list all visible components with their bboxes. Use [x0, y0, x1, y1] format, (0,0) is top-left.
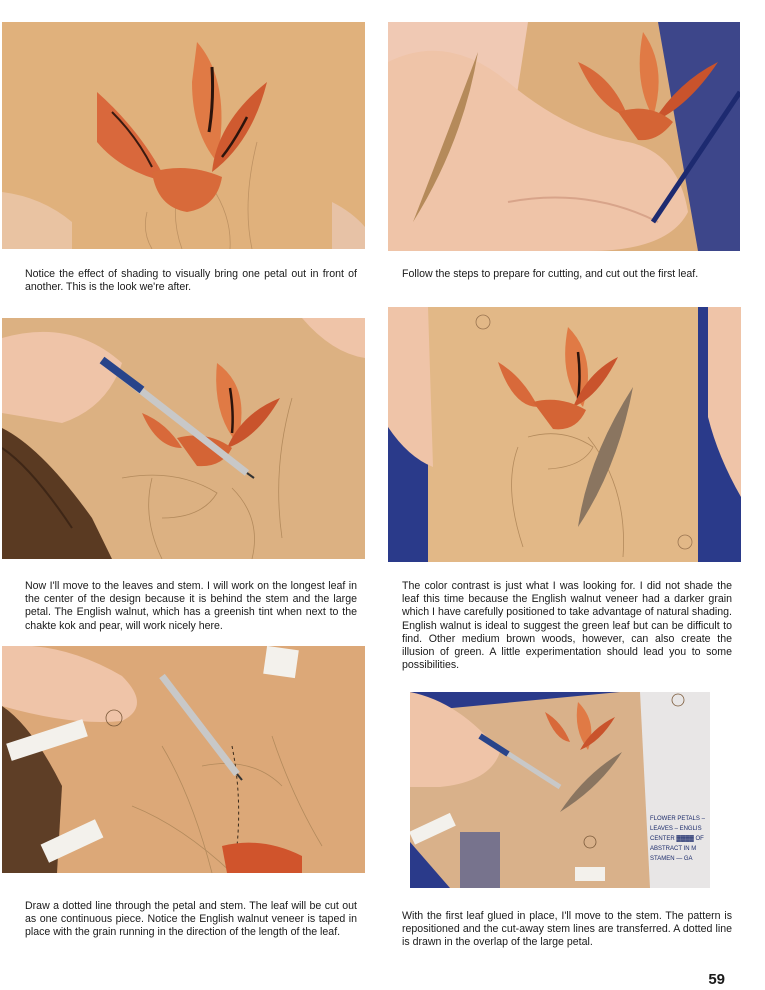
page-number: 59	[708, 971, 725, 988]
caption-3: Now I'll move to the leaves and stem. I will work on the longest leaf in the center of the design because it is behind the stem and the large petal. The English walnut, which has a greenish tint when next to the chakte kok and pear, will work nicely here.	[25, 580, 357, 632]
pattern-note-line-4: ABSTRACT IN M	[650, 846, 697, 852]
photo-leaf-placed	[388, 307, 741, 562]
photo-pencil-on-leaf	[2, 318, 365, 559]
caption-6: With the first leaf glued in place, I'll move to the stem. The pattern is repositioned and the cut-away stem lines are transferred. A dotted line is drawn in the overlap of the large petal.	[402, 910, 732, 949]
caption-1: Notice the effect of shading to visually bring one petal out in front of another. This is the look we're after.	[25, 268, 357, 294]
pattern-note-line-5: STAMEN — GA	[650, 856, 693, 862]
caption-5: Draw a dotted line through the petal and stem. The leaf will be cut out as one continuous piece. Notice the English walnut veneer is taped in place with the grain running in the direction of the length of the leaf.	[25, 900, 357, 939]
photo-cut-leaf-in-hand	[388, 22, 740, 251]
photo-dotted-line-drawing	[2, 646, 365, 873]
photo-stem-lines-transferred	[410, 692, 710, 888]
photo-shaded-petals	[2, 22, 365, 249]
pattern-note-line-1: FLOWER PETALS –	[650, 816, 705, 822]
pattern-note-line-3: CENTER ▓▓▓▓ OF	[650, 836, 704, 842]
pattern-note-line-2: LEAVES – ENGLIS	[650, 826, 702, 832]
caption-4: The color contrast is just what I was looking for. I did not shade the leaf this time because the English walnut veneer had a darker grain which I have carefully positioned to take advantage of natural shading. English walnut is ideal to suggest the green leaf but can be difficult to find. Other medium brown woods, however, can also create the illusion of green. A little experimentation should lead you to some possibilities.	[402, 580, 732, 672]
caption-2: Follow the steps to prepare for cutting, and cut out the first leaf.	[402, 268, 699, 280]
